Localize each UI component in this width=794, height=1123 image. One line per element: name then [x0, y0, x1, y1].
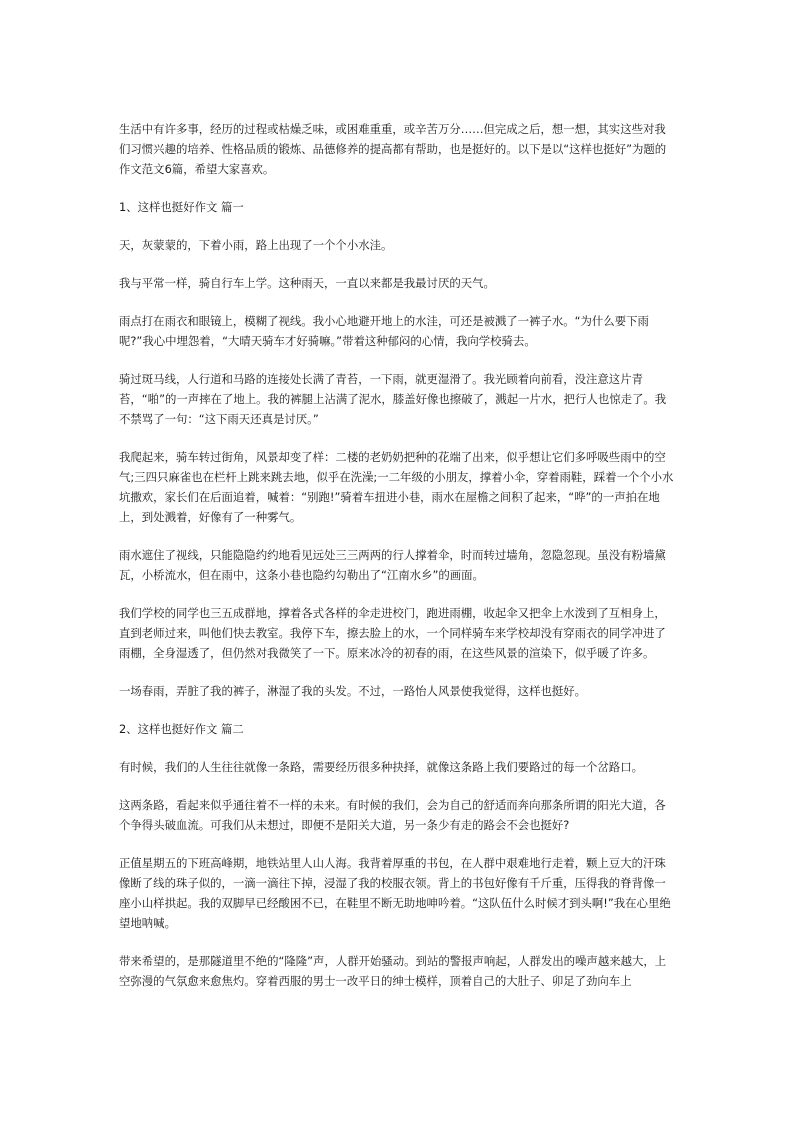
paragraph: 一场春雨，弄脏了我的裤子，淋湿了我的头发。不过，一路怡人风景使我觉得，这样也挺好。: [119, 684, 587, 698]
section-heading-2: 2、这样也挺好作文 篇二: [119, 722, 244, 736]
paragraph: 我与平常一样，骑自行车上学。这种雨天，一直以来都是我最讨厌的天气。: [119, 276, 495, 290]
paragraph: 我们学校的同学也三五成群地，撑着各式各样的伞走进校门，跑进雨棚，收起伞又把伞上水泼到了互相身上，直到老师过来，叫他们快去教室。我停下车，擦去脸上的水，一个同样骑车来学校却没有穿雨衣的同学冲进了雨棚，全身湿透了，但仍然对我微笑了一下。原来冰冷的初春的雨，在这些风景的渲染下，似乎暖了许多。: [119, 606, 666, 660]
paragraph: 有时候，我们的人生往往就像一条路，需要经历很多种抉择，就像这条路上我们要路过的每一个岔路口。: [119, 760, 643, 774]
paragraph: 带来希望的，是那隧道里不绝的“隆隆”声，人群开始骚动。到站的警报声响起，人群发出的噪声越来越大，上空弥漫的气氛愈来愈焦灼。穿着西服的男士一改平日的绅士模样，顶着自己的大肚子、卯足了劲向车上: [119, 954, 667, 988]
paragraph: 这两条路，看起来似乎通往着不一样的未来。有时候的我们，会为自己的舒适而奔向那条所谓的阳光大道，各个争得头破血流。可我们从未想过，即便不是阳关大道，另一条少有走的路会不会也挺好?: [119, 798, 666, 832]
paragraph: 雨水遮住了视线，只能隐隐约约地看见远处三三两两的行人撑着伞，时而转过墙角，忽隐忽现。虽没有粉墙黛瓦，小桥流水，但在雨中，这条小巷也隐约勾勒出了“江南水乡”的画面。: [119, 548, 666, 582]
paragraph: 骑过斑马线，人行道和马路的连接处长满了青苔，一下雨，就更湿滑了。我光顾着向前看，没注意这片青苔，“啪”的一声摔在了地上。我的裤腿上沾满了泥水，膝盖好像也擦破了，溅起一片水，把行人也惊走了。我不禁骂了一句：“这下雨天还真是讨厌。”: [119, 372, 667, 426]
paragraph: 雨点打在雨衣和眼镜上，模糊了视线。我小心地避开地上的水洼，可还是被溅了一裤子水。“为什么要下雨呢?”我心中埋怨着，“大晴天骑车才好骑嘛。”带着这种郁闷的心情，我向学校骑去。: [119, 314, 649, 348]
paragraph: 我爬起来，骑车转过街角，风景却变了样：二楼的老奶奶把种的花端了出来，似乎想让它们多呼吸些雨中的空气;三四只麻雀也在栏杆上跳来跳去地，似乎在洗澡;一二年级的小朋友，撑着小伞，穿着雨鞋，踩着一个个小水坑撒欢，家长们在后面追着，喊着：“别跑!”骑着车扭进小巷，雨水在屋檐之间积了起来，“哗”的一声拍在地上，到处溅着，好像有了一种雾气。: [119, 450, 674, 524]
section-heading-1: 1、这样也挺好作文 篇一: [119, 200, 244, 214]
intro-paragraph: 生活中有许多事，经历的过程或枯燥乏味，或困难重重，或辛苦万分……但完成之后，想一想，其实这些对我们习惯兴趣的培养、性格品质的锻炼、品德修养的提高都有帮助，也是挺好的。以下是以“这样也挺好”为题的作文范文6篇，希望大家喜欢。: [119, 122, 667, 176]
document-body: [119, 119, 675, 991]
paragraph: 天，灰蒙蒙的，下着小雨，路上出现了一个个小水洼。: [119, 238, 393, 252]
paragraph: 正值星期五的下班高峰期，地铁站里人山人海。我背着厚重的书包，在人群中艰难地行走着，颗上豆大的汗珠像断了线的珠子似的，一滴一滴往下掉，浸湿了我的校服衣领。背上的书包好像有千斤重，压得我的脊背像一座小山样拱起。我的双脚早已经酸困不已，在鞋里不断无助地呻吟着。“这队伍什么时候才到头啊!”我在心里绝望地呐喊。: [119, 856, 671, 930]
